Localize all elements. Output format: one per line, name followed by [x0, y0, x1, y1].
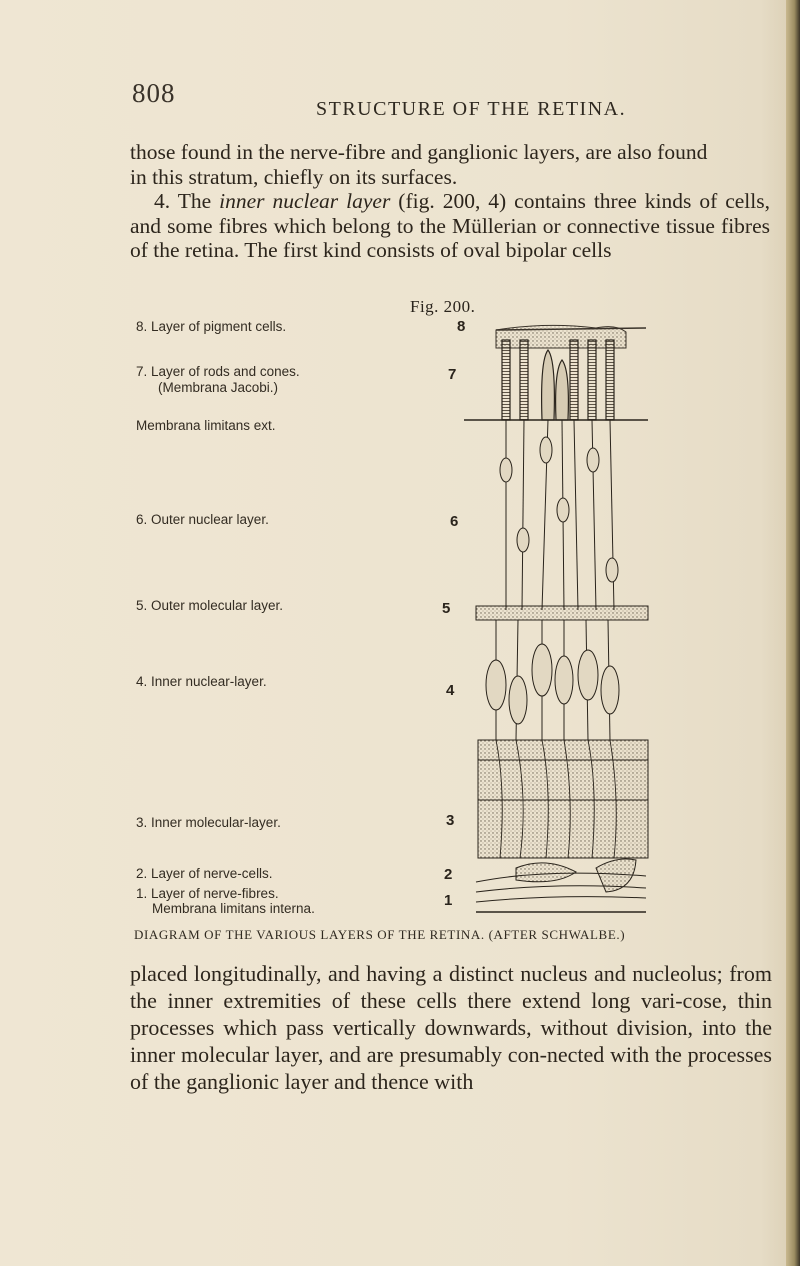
running-head: STRUCTURE OF THE RETINA. [316, 98, 627, 120]
figure-caption: DIAGRAM OF THE VARIOUS LAYERS OF THE RETINA. (AFTER SCHWALBE.) [134, 927, 626, 942]
rods-and-cones [464, 340, 648, 420]
paragraph-bipolar-cells: placed longitudinally, and having a distinct nucleus and nucleolus; from the inner extremities of these cells there extend long vari-cose, thin processes which pass vertically downwards, without division, into the inner molecular layer, and are presumably con-nected with the processes of the ganglionic layer and thence with [130, 961, 772, 1094]
inner-molecular-layer [478, 740, 648, 858]
label-layer-1: 1. Layer of nerve-fibres. [136, 886, 279, 901]
retina-diagram [456, 320, 656, 920]
page-number: 808 [132, 78, 176, 108]
label-membrana-limitans-ext: Membrana limitans ext. [136, 418, 276, 433]
number-4: 4 [446, 682, 455, 699]
number-6: 6 [450, 513, 459, 530]
figure-title: Fig. 200. [410, 297, 476, 316]
label-layer-2: 2. Layer of nerve-cells. [136, 866, 273, 881]
label-layer-4: 4. Inner nuclear-layer. [136, 674, 267, 689]
page-edge [786, 0, 800, 1266]
label-membrana-jacobi: (Membrana Jacobi.) [158, 380, 279, 395]
number-7: 7 [448, 366, 457, 383]
number-2: 2 [444, 866, 453, 883]
label-layer-8: 8. Layer of pigment cells. [136, 319, 287, 334]
outer-molecular-layer [476, 606, 648, 620]
para2-text: (fig. 200, 4) contains three kinds of cells, and some fibres which belong to the Müllerian or connective tissue fibres of the retina. The first kind consists of oval bipolar cells [130, 189, 770, 262]
nerve-cells-and-fibres [476, 859, 646, 912]
paragraph-continued [130, 140, 770, 263]
para1-line1: those found in the nerve-fibre and ganglionic layers, are also found [130, 140, 708, 164]
inner-nuclear-layer [486, 620, 619, 740]
number-3: 3 [446, 812, 455, 829]
number-1: 1 [444, 892, 453, 909]
number-5: 5 [442, 600, 451, 617]
number-8: 8 [457, 318, 466, 335]
para2-term: inner nuclear layer [219, 189, 391, 213]
label-layer-6: 6. Outer nuclear layer. [136, 512, 269, 527]
label-layer-3: 3. Inner molecular-layer. [136, 815, 281, 830]
label-layer-7: 7. Layer of rods and cones. [136, 364, 300, 379]
outer-nuclear-layer [500, 420, 618, 610]
label-layer-5: 5. Outer molecular layer. [136, 598, 284, 613]
para2-number: 4. The [154, 189, 220, 213]
para1-line2: in this stratum, chiefly on its surfaces. [130, 164, 458, 189]
label-membrana-limitans-interna: Membrana limitans interna. [152, 901, 315, 916]
